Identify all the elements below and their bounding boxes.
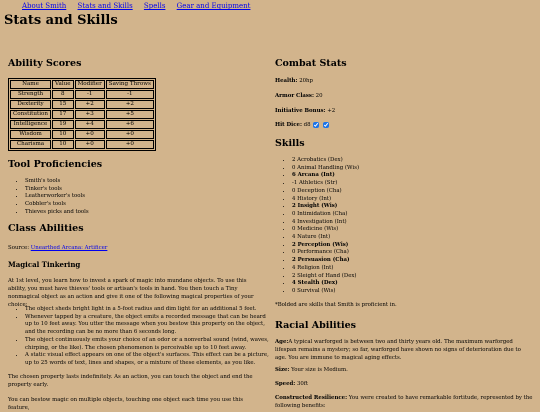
armor-class-line bbox=[275, 92, 323, 100]
armor-class-value: 20 bbox=[315, 93, 323, 99]
page-title: Stats and Skills bbox=[4, 13, 118, 28]
table-cell: 19 bbox=[52, 120, 74, 129]
hit-dice-value: d8 bbox=[303, 122, 311, 128]
table-cell: 10 bbox=[52, 130, 74, 139]
table-cell: -1 bbox=[106, 90, 154, 99]
table-cell: Constitution bbox=[10, 110, 51, 119]
list-item: • Whenever tapped by a creature, the object emits a recorded message that can be heard up to 10 feet away. You utter the message when you bestow this property on the object, and the recording can be no more than 6 seconds long. bbox=[25, 314, 273, 337]
hit-dice-line bbox=[275, 121, 330, 129]
tool-proficiencies-heading: Tool Proficiencies bbox=[8, 159, 103, 170]
ability-scores-table bbox=[8, 78, 156, 151]
skill-item: • 6 Arcana (Int) bbox=[292, 172, 359, 180]
table-cell: +3 bbox=[75, 110, 105, 119]
table-header-row bbox=[10, 80, 154, 89]
list-item: • Thieves picks and tools bbox=[25, 209, 89, 217]
hit-dice-checkbox-1[interactable] bbox=[313, 122, 319, 128]
list-item: • The object sheds bright light in a 5-foot radius and dim light for an additional 5 feet. bbox=[25, 306, 273, 314]
list-item: • A static visual effect appears on one of the object's surfaces. This effect can be a picture, up to 25 words of text, lines and shapes, or a mixture of these elements, as you like. bbox=[25, 352, 273, 367]
ability-scores-heading: Ability Scores bbox=[8, 58, 82, 69]
table-row bbox=[10, 100, 154, 109]
list-item: • Tinker's tools bbox=[25, 186, 89, 194]
health-line bbox=[275, 77, 313, 85]
skills-list bbox=[275, 157, 359, 296]
table-cell: 8 bbox=[52, 90, 74, 99]
table-cell: 17 bbox=[52, 110, 74, 119]
hit-dice-checkbox-2[interactable] bbox=[323, 122, 329, 128]
hit-dice-label: Hit Dice: bbox=[275, 122, 302, 128]
nav-link-spells[interactable]: Spells bbox=[143, 2, 166, 10]
racial-abilities-heading: Racial Abilities bbox=[275, 320, 356, 331]
skill-item: • 2 Acrobatics (Dex) bbox=[292, 157, 359, 165]
top-nav bbox=[22, 2, 259, 10]
health-value: 20hp bbox=[299, 78, 313, 84]
table-cell: Charisma bbox=[10, 140, 51, 149]
table-cell: Strength bbox=[10, 90, 51, 99]
skill-item: • 4 Stealth (Dex) bbox=[292, 280, 359, 288]
table-row bbox=[10, 140, 154, 149]
table-cell: 15 bbox=[52, 100, 74, 109]
age-value: A typical warforged is between two and thirty years old. The maximum warforged lifespan remains a mystery; so far, warforged have shown no signs of deterioration due to age. You are immune to magical aging effects. bbox=[275, 339, 521, 361]
skill-item: • 2 Persuasion (Cha) bbox=[292, 257, 359, 265]
combat-stats-heading: Combat Stats bbox=[275, 58, 347, 69]
table-cell: +2 bbox=[75, 100, 105, 109]
size-value: Your size is Medium. bbox=[291, 367, 348, 373]
table-cell: 10 bbox=[52, 140, 74, 149]
skill-item: • 0 Survival (Wis) bbox=[292, 288, 359, 296]
skill-item: • 0 Deception (Cha) bbox=[292, 188, 359, 196]
table-cell: Dexterity bbox=[10, 100, 51, 109]
table-cell: +0 bbox=[106, 130, 154, 139]
size-text bbox=[275, 366, 348, 374]
table-cell: -1 bbox=[75, 90, 105, 99]
skill-item: • 4 Investigation (Int) bbox=[292, 219, 359, 227]
tools-list bbox=[8, 178, 89, 217]
speed-label: Speed: bbox=[275, 381, 296, 387]
constructed-resilience-text bbox=[275, 394, 533, 410]
skill-item: • 0 Animal Handling (Wis) bbox=[292, 165, 359, 173]
table-cell: +0 bbox=[75, 140, 105, 149]
list-item: • Leatherworker's tools bbox=[25, 193, 89, 201]
constructed-label: Constructed Resilience: bbox=[275, 395, 348, 401]
multiple-objects-text: You can bestow magic on multiple objects, touching one object each time you use this feature, bbox=[8, 397, 244, 411]
table-cell: +4 bbox=[75, 120, 105, 129]
size-label: Size: bbox=[275, 367, 290, 373]
initiative-label: Initiative Bonus: bbox=[275, 108, 326, 114]
skill-item: • 0 Performance (Cha) bbox=[292, 249, 359, 257]
column-header: Saving Throws bbox=[106, 80, 154, 89]
column-header: Value bbox=[52, 80, 74, 89]
nav-link-about[interactable]: About Smith bbox=[22, 2, 67, 10]
table-cell: Wisdom bbox=[10, 130, 51, 139]
source-link[interactable]: Unearthed Arcana: Artificer bbox=[30, 245, 108, 251]
skill-item: • 0 Intimidation (Cha) bbox=[292, 211, 359, 219]
initiative-value: +2 bbox=[327, 108, 336, 114]
skill-item: • 0 Medicine (Wis) bbox=[292, 226, 359, 234]
table-cell: +5 bbox=[106, 110, 154, 119]
source-label: Source: bbox=[8, 245, 30, 251]
table-row bbox=[10, 90, 154, 99]
initiative-line bbox=[275, 107, 335, 115]
table-cell: +6 bbox=[106, 120, 154, 129]
table-row bbox=[10, 120, 154, 129]
skill-item: • 4 History (Int) bbox=[292, 196, 359, 204]
skill-item: • 4 Religion (Int) bbox=[292, 265, 359, 273]
table-cell: +0 bbox=[75, 130, 105, 139]
property-duration-text: The chosen property lasts indefinitely. As an action, you can touch the object and end the property early. bbox=[8, 374, 253, 388]
source-line bbox=[8, 244, 107, 252]
speed-text bbox=[275, 380, 308, 388]
constructed-value: You were created to have remarkable fortitude, represented by the following benefits: bbox=[275, 395, 533, 409]
skill-item: • 4 Nature (Int) bbox=[292, 234, 359, 242]
skill-item: • 2 Perception (Wis) bbox=[292, 242, 359, 250]
skills-note: *Bolded are skills that Smith is proficient in. bbox=[275, 302, 397, 308]
health-label: Health: bbox=[275, 78, 298, 84]
magical-tinkering-heading: Magical Tinkering bbox=[8, 260, 81, 269]
nav-link-stats[interactable]: Stats and Skills bbox=[77, 2, 133, 10]
class-abilities-heading: Class Abilities bbox=[8, 223, 84, 234]
speed-value: 30ft bbox=[297, 381, 309, 387]
skill-item: • 2 Insight (Wis) bbox=[292, 203, 359, 211]
column-header: Name bbox=[10, 80, 51, 89]
skills-heading: Skills bbox=[275, 138, 305, 149]
age-text bbox=[275, 338, 533, 362]
column-header: Modifier bbox=[75, 80, 105, 89]
table-row bbox=[10, 110, 154, 119]
age-label: Age: bbox=[275, 339, 289, 345]
table-cell: +0 bbox=[106, 140, 154, 149]
list-item: • The object continuously emits your choice of an odor or a nonverbal sound (wind, waves, chirping, or the like). The chosen phenomenon is perceivable up to 10 feet away. bbox=[25, 337, 273, 352]
table-cell: +2 bbox=[106, 100, 154, 109]
skill-item: • -1 Athletics (Str) bbox=[292, 180, 359, 188]
table-row bbox=[10, 130, 154, 139]
table-cell: Intelligence bbox=[10, 120, 51, 129]
list-item: • Cobbler's tools bbox=[25, 201, 89, 209]
list-item: • Smith's tools bbox=[25, 178, 89, 186]
skill-item: • 2 Sleight of Hand (Dex) bbox=[292, 273, 359, 281]
tinkering-bullets bbox=[8, 306, 273, 368]
armor-class-label: Armor Class: bbox=[275, 93, 314, 99]
nav-link-gear[interactable]: Gear and Equipment bbox=[176, 2, 251, 10]
magical-tinkering-intro: At 1st level, you learn how to invest a spark of magic into mundane objects. To use this ability, you must have thieves' tools or artisan's tools in hand. You then touch a Tiny nonmagical object as an action and give it one of the following magical properties of your choice: bbox=[8, 278, 254, 308]
